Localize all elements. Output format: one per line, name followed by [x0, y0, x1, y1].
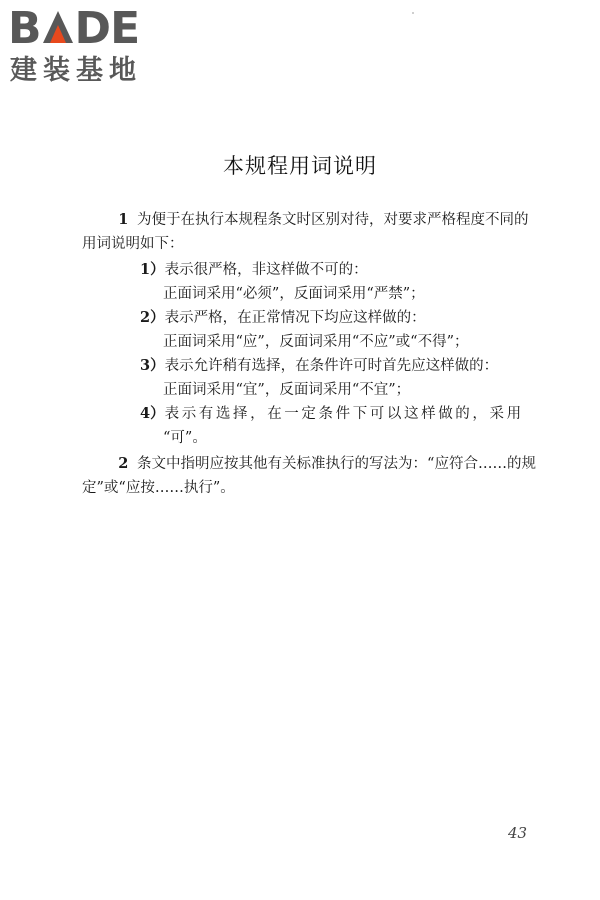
item-head: 表示有选择，在一定条件下可以这样做的，采用	[164, 406, 524, 422]
item-number: 4）	[140, 405, 165, 422]
item-sub: 正面词采用“宜”，反面词采用“不宜”；	[163, 382, 411, 398]
item-sub: “可”。	[163, 430, 207, 446]
clause-1	[82, 208, 542, 256]
item-number: 2）	[140, 309, 165, 326]
logo-letters-de: DE	[74, 3, 140, 54]
page-title: 本规程用词说明	[223, 154, 377, 178]
clause-1-item-2	[82, 306, 542, 354]
item-head: 表示严格，在正常情况下均应这样做的：	[164, 310, 426, 326]
clause-1-item-4	[82, 402, 542, 450]
bade-logo	[8, 3, 176, 90]
page-number: 43	[508, 824, 528, 842]
item-sub: 正面词采用“必须”，反面词采用“严禁”；	[163, 286, 425, 302]
clause-1-text: 为便于在执行本规程条文时区别对待，对要求严格程度不同的用词说明如下：	[82, 212, 529, 252]
clause-1-number: 1	[118, 211, 129, 228]
logo-chinese-name: 建装基地	[10, 55, 142, 86]
document-body	[82, 208, 542, 502]
scan-speck	[412, 12, 414, 14]
item-head: 表示很严格，非这样做不可的：	[164, 262, 368, 278]
clause-1-item-3	[82, 354, 542, 402]
clause-1-item-1	[82, 258, 542, 306]
clause-2-number: 2	[118, 455, 129, 472]
item-head: 表示允许稍有选择，在条件许可时首先应这样做的：	[164, 358, 499, 374]
clause-2-text: 条文中指明应按其他有关标准执行的写法为：“应符合……的规定”或“应按……执行”。	[82, 456, 536, 496]
logo-letter-b: B	[8, 3, 41, 54]
item-number: 3）	[140, 357, 165, 374]
clause-2	[82, 452, 542, 500]
logo-a-triangle-icon	[41, 9, 75, 45]
item-sub: 正面词采用“应”，反面词采用“不应”或“不得”；	[163, 334, 469, 350]
logo-wordmark	[8, 3, 140, 54]
item-number: 1）	[140, 261, 165, 278]
